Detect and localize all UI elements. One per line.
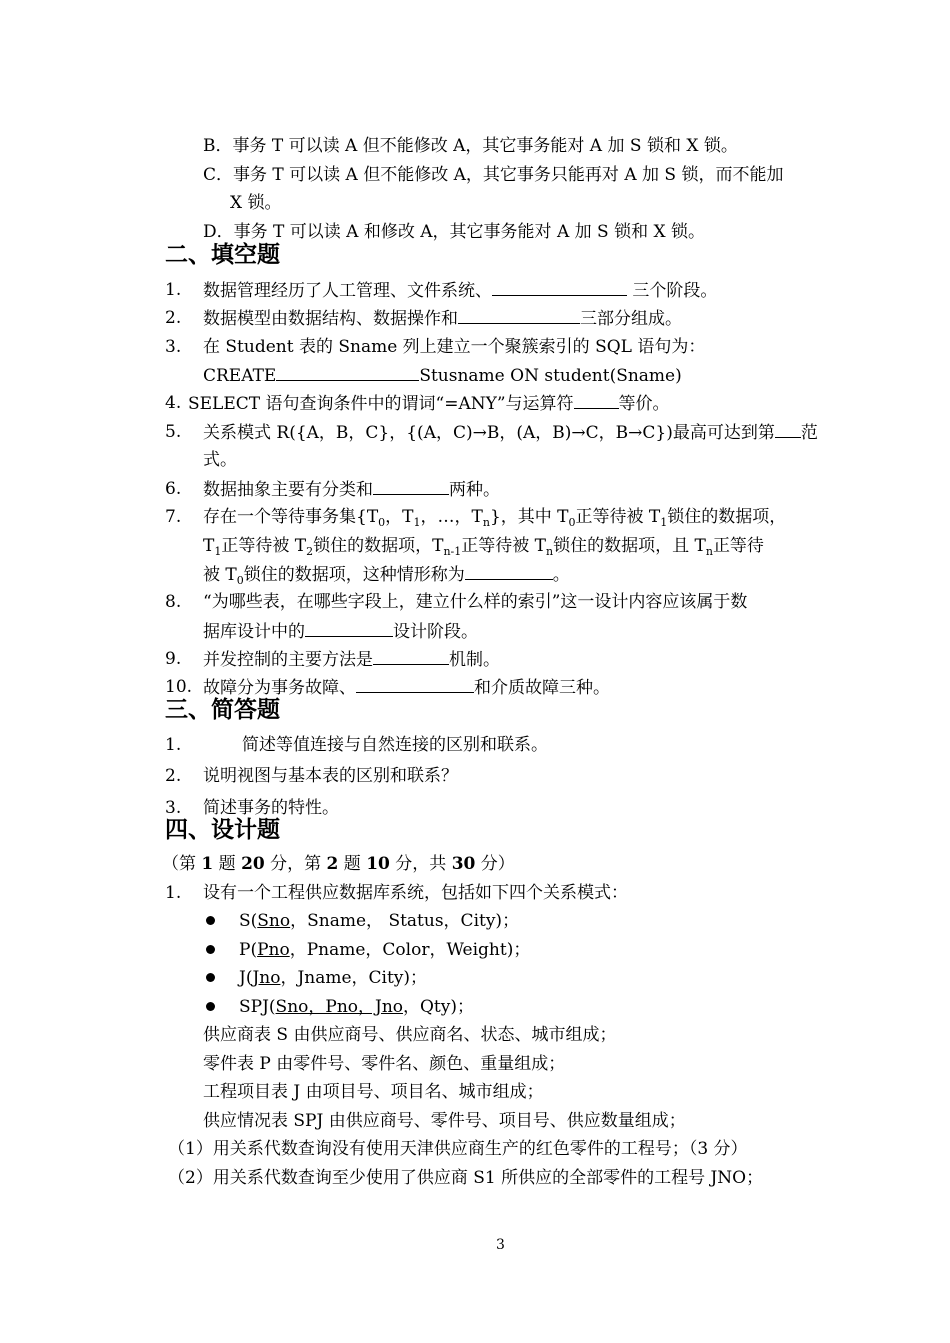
fill-question-4 [188,392,670,415]
question-text: ，T [385,507,414,527]
score-text: （第 [162,854,202,874]
question-text: 范 [800,423,818,443]
question-text: ，…，T [420,507,483,527]
subscript: 1 [413,516,421,529]
bullet-icon [206,916,215,925]
question-number: 9. [165,649,182,669]
question-text: 数据抽象主要有分类和 [203,480,373,500]
question-text: 和介质故障三种。 [474,678,610,698]
subscript: 0 [568,516,576,529]
question-text: 设计阶段。 [393,622,478,642]
score-text: 分，第 [264,854,327,874]
page-number: 3 [496,1237,505,1253]
question-text: 存在一个等待事务集{T [203,507,379,527]
primary-key: Pno [257,940,290,960]
question-text: Stusname ON student(Sname) [419,366,682,386]
subscript: n [546,545,554,558]
answer-blank[interactable] [373,478,449,495]
question-text: 锁住的数据项，T [313,536,444,556]
table-description: 供应商表 S 由供应商号、供应商名、状态、城市组成； [203,1025,617,1045]
question-number: 3. [165,337,182,357]
schema-text: ，Pname，Color，Weight)； [289,940,531,960]
fill-question-5-cont: 式。 [203,450,237,470]
schema-text: J( [239,968,253,988]
option-c-line1: C．事务 T 可以读 A 但不能修改 A，其它事务只能再对 A 加 S 锁，而不能加 [203,165,784,185]
option-d: D．事务 T 可以读 A 和修改 A，其它事务能对 A 加 S 锁和 X 锁。 [203,222,705,242]
sub-question-1: （1）用关系代数查询没有使用天津供应商生产的红色零件的工程号；（3 分） [168,1139,748,1159]
fill-question-5 [203,421,818,444]
table-description: 工程项目表 J 由项目号、项目名、城市组成； [203,1082,544,1102]
question-number: 10. [165,677,193,697]
score-number: 20 [241,854,265,874]
subscript: 2 [306,545,314,558]
question-number: 2. [165,766,182,786]
score-text: 分，共 [389,854,452,874]
primary-key: Sno [257,911,291,931]
question-text: 正等待 [712,536,764,556]
answer-blank[interactable] [305,620,393,637]
question-text: 被 T [203,565,237,585]
design-question-1: 设有一个工程供应数据库系统，包括如下四个关系模式： [203,883,628,903]
question-number: 3. [165,798,182,818]
answer-blank[interactable] [492,279,627,296]
short-question-1: 简述等值连接与自然连接的区别和联系。 [242,735,548,755]
question-text: 机制。 [449,650,500,670]
schema-p [239,939,530,961]
question-text: 并发控制的主要方法是 [203,650,373,670]
answer-blank[interactable] [276,364,419,381]
question-text: 锁住的数据项，且 T [553,536,706,556]
score-text: 分） [475,854,515,874]
question-text: CREATE [203,366,277,386]
question-number: 8. [165,592,182,612]
fill-question-2 [203,307,682,330]
short-question-3: 简述事务的特性。 [203,798,339,818]
subscript: n [705,545,713,558]
schema-spj [239,996,474,1018]
short-question-2: 说明视图与基本表的区别和联系？ [203,766,458,786]
fill-question-1 [203,279,717,302]
question-number: 4. [165,393,182,413]
question-text: 锁住的数据项，这种情形称为 [243,565,465,585]
bullet-icon [206,1002,215,1011]
question-text: }，其中 T [489,507,569,527]
subscript: n [482,516,490,529]
fill-question-7-line2 [203,535,764,557]
answer-blank[interactable] [775,421,801,438]
answer-blank[interactable] [458,307,580,324]
score-note [162,853,515,875]
section-heading-fill-in: 二、填空题 [165,242,280,268]
question-number: 5. [165,422,182,442]
question-text: 等价。 [618,394,670,414]
schema-text: SPJ( [239,997,276,1017]
schema-j [239,967,427,989]
subscript: 1 [660,516,668,529]
score-number: 10 [366,854,390,874]
bullet-icon [206,945,215,954]
question-text: 三部分组成。 [580,309,682,329]
option-b: B．事务 T 可以读 A 但不能修改 A，其它事务能对 A 加 S 锁和 X 锁。 [203,136,738,156]
schema-text: ，Sname， Status，City)； [290,911,520,931]
fill-question-9 [203,648,500,671]
schema-text: P( [239,940,258,960]
answer-blank[interactable] [373,648,449,665]
score-number: 1 [201,854,214,874]
score-number: 2 [326,854,339,874]
fill-question-6 [203,478,500,501]
question-number: 7. [165,507,182,527]
schema-s [239,910,519,932]
section-heading-design: 四、设计题 [165,817,280,843]
question-text: SELECT 语句查询条件中的谓词“=ANY”与运算符 [188,394,574,414]
question-text: 正等待被 T [575,507,661,527]
fill-question-3: 在 Student 表的 Sname 列上建立一个聚簇索引的 SQL 语句为： [203,337,706,357]
option-c-line2: X 锁。 [230,193,282,213]
table-description: 供应情况表 SPJ 由供应商号、零件号、项目号、供应数量组成； [203,1111,686,1131]
answer-blank[interactable] [574,392,619,409]
table-description: 零件表 P 由零件号、零件名、颜色、重量组成； [203,1054,566,1074]
question-text: 。 [552,565,570,585]
answer-blank[interactable] [356,676,474,693]
answer-blank[interactable] [465,563,553,580]
schema-text: S( [239,911,258,931]
fill-question-8-line2 [203,620,478,643]
schema-text: ，Jname，City)； [280,968,428,988]
question-number: 1. [165,280,182,300]
question-text: T [203,536,215,556]
question-number: 1. [165,883,182,903]
question-text: 数据管理经历了人工管理、文件系统、 [203,281,492,301]
question-text: 三个阶段。 [632,281,718,301]
question-text: 正等待被 T [221,536,307,556]
score-text: 题 [338,854,367,874]
score-text: 题 [213,854,242,874]
question-number: 1. [165,735,182,755]
question-number: 6. [165,479,182,499]
question-text: 关系模式 R({A，B，C}，{(A，C)→B，(A，B)→C，B→C})最高可达到第 [203,423,775,443]
fill-question-8-line1: “为哪些表，在哪些字段上，建立什么样的索引”这一设计内容应该属于数 [203,592,748,612]
primary-key: Jno [252,968,281,988]
primary-key: Sno，Pno，Jno [275,997,403,1017]
section-heading-short-answer: 三、简答题 [165,697,280,723]
question-number: 2. [165,308,182,328]
subscript: 1 [214,545,222,558]
question-text: 数据模型由数据结构、数据操作和 [203,309,458,329]
score-number: 30 [451,854,476,874]
question-text: 正等待被 T [461,536,546,556]
schema-text: ，Qty)； [403,997,475,1017]
fill-question-7-line1 [203,506,786,528]
question-text: 锁住的数据项， [667,507,787,527]
fill-question-3-sql [203,364,682,387]
question-text: 据库设计中的 [203,622,305,642]
bullet-icon [206,973,215,982]
question-text: 两种。 [449,480,500,500]
fill-question-7-line3 [203,563,570,586]
sub-question-2: （2）用关系代数查询至少使用了供应商 S1 所供应的全部零件的工程号 JNO； [168,1168,764,1188]
subscript: 0 [378,516,386,529]
subscript: 0 [236,574,244,587]
question-text: 故障分为事务故障、 [203,678,356,698]
subscript: n-1 [443,545,462,558]
